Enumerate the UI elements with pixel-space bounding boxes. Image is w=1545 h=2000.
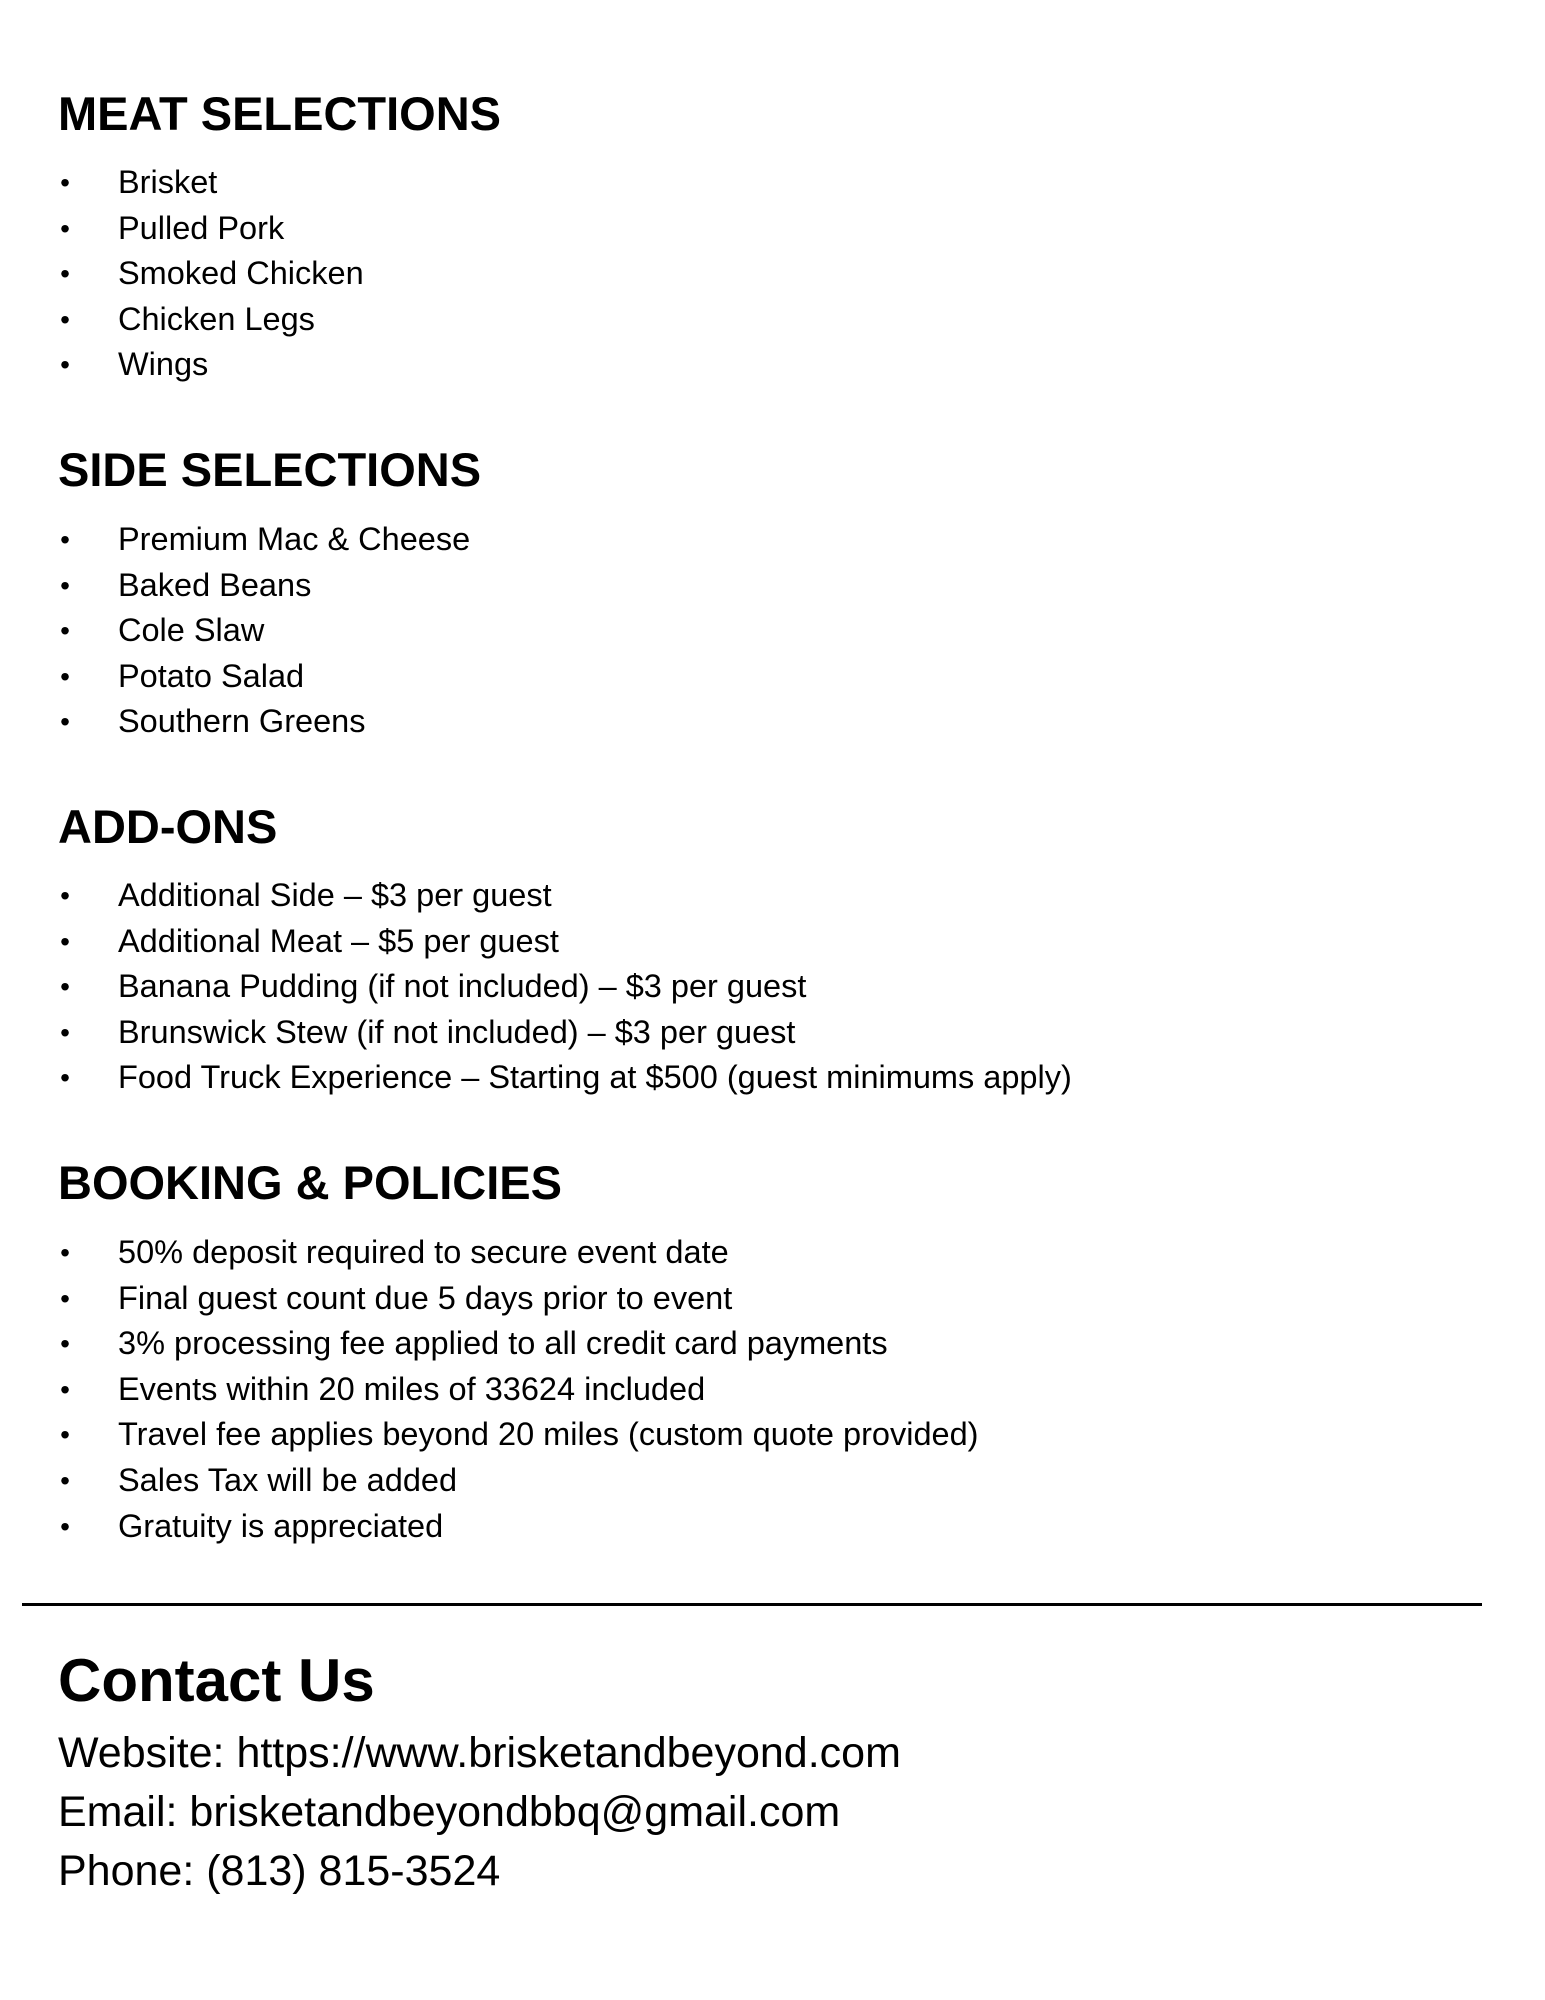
side-selections-heading: SIDE SELECTIONS (58, 443, 482, 496)
bullet-icon: • (60, 1373, 70, 1405)
bullet-icon: • (60, 569, 70, 601)
list-item-text: Baked Beans (118, 566, 312, 603)
bullet-icon: • (60, 258, 70, 290)
booking-policies-heading: BOOKING & POLICIES (58, 1156, 562, 1209)
list-item-text: Wings (118, 346, 209, 383)
section-divider (22, 1603, 1482, 1606)
contact-heading: Contact Us (58, 1647, 375, 1714)
bullet-icon: • (60, 1328, 70, 1360)
list-item-text: Food Truck Experience – Starting at $500 (guest minimums apply) (118, 1059, 1072, 1096)
list-item-text: Additional Meat – $5 per guest (118, 922, 559, 959)
bullet-icon: • (60, 1510, 70, 1542)
bullet-icon: • (60, 1062, 70, 1094)
list-item-text: Travel fee applies beyond 20 miles (custom quote provided) (118, 1416, 979, 1453)
bullet-icon: • (60, 971, 70, 1003)
list-item-text: Southern Greens (118, 703, 366, 740)
bullet-icon: • (60, 660, 70, 692)
bullet-icon: • (60, 615, 70, 647)
bullet-icon: • (60, 880, 70, 911)
contact-email[interactable]: Email: brisketandbeyondbbq@gmail.com (58, 1788, 841, 1836)
list-item-text: Banana Pudding (if not included) – $3 per guest (118, 968, 807, 1005)
list-item-text: Smoked Chicken (118, 255, 364, 292)
bullet-icon: • (60, 303, 70, 335)
contact-website[interactable]: Website: https://www.brisketandbeyond.com (58, 1729, 901, 1777)
bullet-icon: • (60, 925, 70, 957)
meat-selections-heading: MEAT SELECTIONS (58, 87, 502, 140)
list-item-text: Chicken Legs (118, 300, 315, 337)
list-item-text: Events within 20 miles of 33624 included (118, 1370, 706, 1407)
list-item-text: Brunswick Stew (if not included) – $3 per guest (118, 1013, 796, 1050)
list-item-text: 50% deposit required to secure event date (118, 1234, 729, 1270)
bullet-icon: • (60, 1464, 70, 1496)
bullet-icon: • (60, 1419, 70, 1451)
list-item-text: Gratuity is appreciated (118, 1507, 444, 1544)
list-item-text: Sales Tax will be added (118, 1461, 458, 1498)
bullet-icon: • (60, 706, 70, 738)
list-item-text: Cole Slaw (118, 612, 265, 649)
bullet-icon: • (60, 1016, 70, 1048)
list-item-text: Potato Salad (118, 657, 305, 694)
list-item-text: Additional Side – $3 per guest (118, 877, 552, 913)
add-ons-heading: ADD-ONS (58, 800, 278, 853)
list-item-text: Premium Mac & Cheese (118, 521, 471, 557)
contact-phone[interactable]: Phone: (813) 815-3524 (58, 1847, 501, 1895)
bullet-icon: • (60, 1282, 70, 1314)
list-item-text: Brisket (118, 164, 218, 200)
bullet-icon: • (60, 1237, 70, 1268)
bullet-icon: • (60, 524, 70, 555)
list-item-text: Final guest count due 5 days prior to event (118, 1279, 733, 1316)
list-item-text: Pulled Pork (118, 209, 285, 246)
bullet-icon: • (60, 167, 70, 198)
bullet-icon: • (60, 212, 70, 244)
list-item-text: 3% processing fee applied to all credit card payments (118, 1325, 888, 1362)
bullet-icon: • (60, 349, 70, 381)
